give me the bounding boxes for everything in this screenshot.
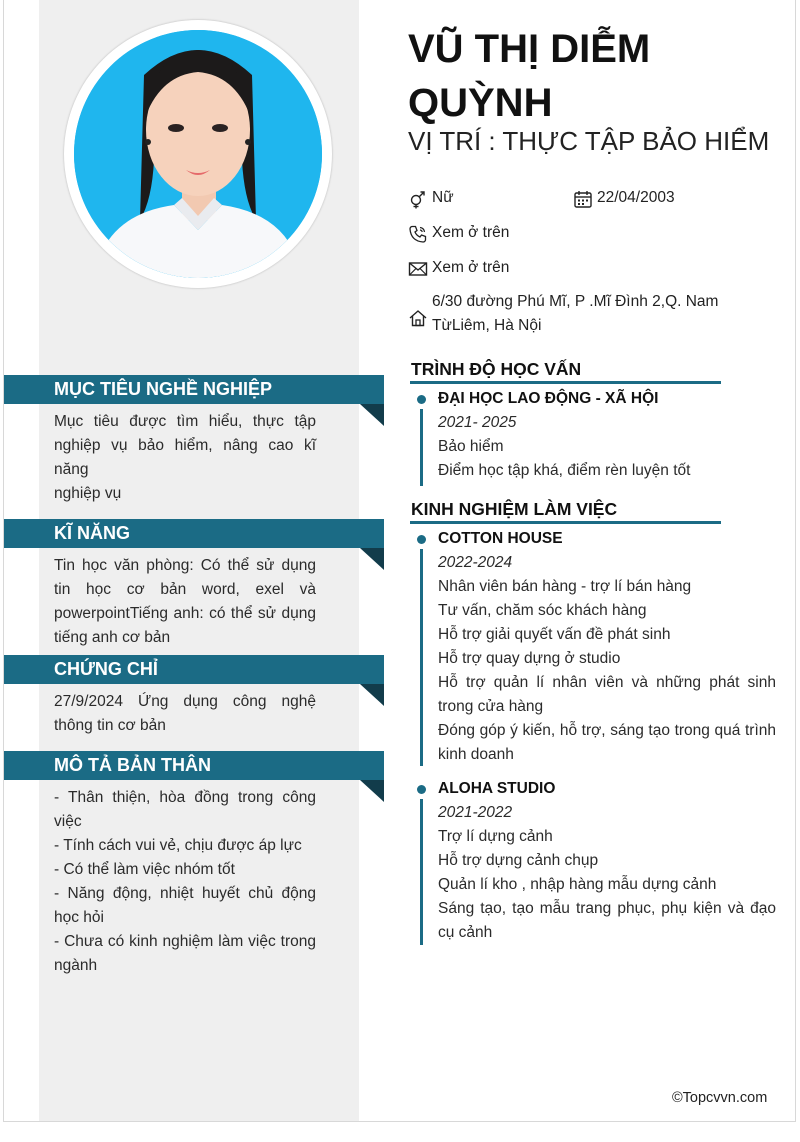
avatar	[74, 30, 322, 278]
objective-fold	[360, 404, 384, 426]
phone-info	[408, 224, 509, 244]
experience-line: Hỗ trợ dựng cảnh chụp	[438, 852, 599, 869]
timeline-line	[420, 549, 423, 766]
timeline-dot	[417, 395, 426, 404]
experience-period: 2021-2022	[438, 804, 513, 821]
experience-line: Nhân viên bán hàng - trợ lí bán hàng	[438, 578, 692, 595]
education-period: 2021- 2025	[438, 414, 517, 431]
timeline-line	[420, 799, 423, 945]
job-position: VỊ TRÍ : THỰC TẬP BẢO HIỂM	[408, 126, 770, 156]
education-title: TRÌNH ĐỘ HỌC VẤN	[411, 359, 582, 379]
portrait-illustration	[74, 30, 322, 278]
gender-value: Nữ	[432, 189, 454, 206]
about-fold	[360, 780, 384, 802]
experience-line: Sáng tạo, tạo mẫu trang phục, phụ kiện và đạo cụ cảnh	[438, 900, 776, 941]
experience-line: Hỗ trợ quay dựng ở studio	[438, 650, 621, 667]
email-value: Xem ở trên	[432, 259, 510, 276]
experience-line: Hỗ trợ giải quyết vấn đề phát sinh	[438, 626, 671, 643]
experience-line: Tư vấn, chăm sóc khách hàng	[438, 602, 647, 619]
skills-fold	[360, 548, 384, 570]
gender-info	[408, 189, 454, 209]
about-text	[54, 786, 316, 978]
about-line: - Chưa có kinh nghiệm làm việc trong ngành	[54, 933, 316, 974]
birthdate-value: 22/04/2003	[597, 189, 675, 206]
email-info	[408, 259, 509, 279]
certificate-line: 27/9/2024 Ứng dụng công nghệ thông tin cơ bản	[54, 693, 316, 734]
education-entry	[438, 387, 776, 483]
experience-period: 2022-2024	[438, 554, 513, 571]
birthdate-info	[573, 189, 675, 209]
certificates-title: CHỨNG CHỈ	[4, 655, 384, 684]
objective-line: Mục tiêu được tìm hiểu, thực tập nghiệp vụ bảo hiểm, nâng cao kĩ năng	[54, 413, 316, 478]
education-line: Điểm học tập khá, điểm rèn luyện tốt	[438, 462, 691, 479]
about-line: - Có thể làm việc nhóm tốt	[54, 861, 235, 878]
certificates-fold	[360, 684, 384, 706]
education-line: Bảo hiểm	[438, 438, 504, 455]
candidate-name: VŨ THỊ DIỄM QUỲNH	[408, 27, 651, 125]
objective-title: MỤC TIÊU NGHỀ NGHIỆP	[4, 375, 384, 404]
phone-value: Xem ở trên	[432, 224, 510, 241]
timeline-dot	[417, 785, 426, 794]
skills-title: KĨ NĂNG	[4, 519, 384, 548]
objective-line: nghiệp vụ	[54, 485, 122, 502]
experience-underline	[410, 521, 721, 524]
experience-line: Trợ lí dựng cảnh	[438, 828, 553, 845]
about-line: - Tính cách vui vẻ, chịu được áp lực	[54, 837, 302, 854]
about-line: - Thân thiện, hòa đồng trong công việc	[54, 789, 316, 830]
phone-icon	[408, 224, 428, 244]
address-value: 6/30 đường Phú Mĩ, P .Mĩ Đình 2,Q. Nam TừLiêm, Hà Nội	[432, 293, 719, 334]
home-icon	[408, 308, 428, 328]
company-name: ALOHA STUDIO	[438, 780, 556, 797]
certificates-text	[54, 690, 316, 738]
experience-line: Đóng góp ý kiến, hỗ trợ, sáng tạo trong quá trình kinh doanh	[438, 722, 776, 763]
address-info	[408, 294, 738, 338]
experience-line: Quản lí kho , nhập hàng mẫu dựng cảnh	[438, 876, 717, 893]
school-name: ĐẠI HỌC LAO ĐỘNG - XÃ HỘI	[438, 390, 659, 407]
timeline-dot	[417, 535, 426, 544]
avatar-frame	[64, 20, 332, 288]
company-name: COTTON HOUSE	[438, 530, 563, 547]
envelope-icon	[408, 259, 428, 279]
timeline-line	[420, 409, 423, 486]
objective-text	[54, 410, 316, 506]
footer-credit: ©Topcvvn.com	[672, 1090, 768, 1106]
skills-text	[54, 554, 316, 650]
skills-line: Tin học văn phòng: Có thể sử dụng tin học cơ bản word, exel và powerpointTiếng anh: có thể sử dụng tiếng anh cơ bản	[54, 557, 316, 646]
experience-line: Hỗ trợ quản lí nhân viên và những phát sinh trong cửa hàng	[438, 674, 776, 715]
experience-title: KINH NGHIỆM LÀM VIỆC	[411, 499, 618, 519]
experience-entry	[438, 777, 776, 945]
gender-icon	[408, 189, 428, 209]
calendar-icon	[573, 189, 593, 209]
experience-entry	[438, 527, 776, 767]
about-title: MÔ TẢ BẢN THÂN	[4, 751, 384, 780]
about-line: - Năng động, nhiệt huyết chủ động học hỏi	[54, 885, 316, 926]
education-underline	[410, 381, 721, 384]
